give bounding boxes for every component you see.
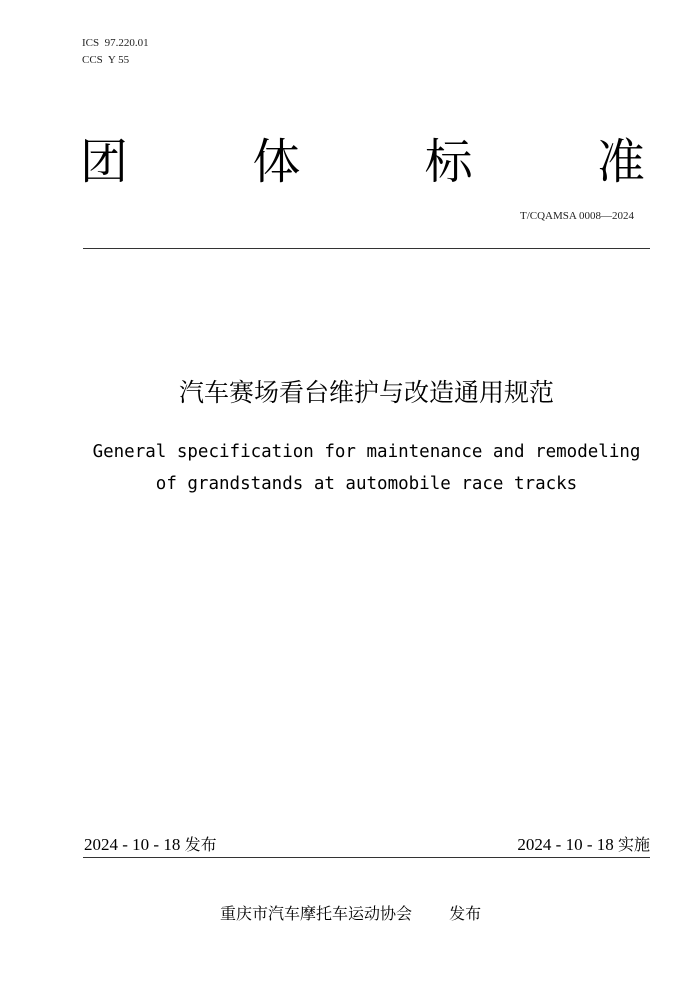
document-title-en-line2: of grandstands at automobile race tracks bbox=[155, 474, 578, 494]
standard-type-heading bbox=[80, 132, 645, 192]
ccs-code: CCS Y 55 bbox=[82, 54, 130, 66]
implement-date: 2024 - 10 - 18 bbox=[517, 835, 614, 854]
ics-code: ICS 97.220.01 bbox=[82, 37, 149, 49]
publish-date-block bbox=[84, 834, 217, 856]
publisher-issued-label: 发布 bbox=[449, 904, 482, 923]
top-divider bbox=[83, 248, 650, 249]
document-title-en-line1: General specification for maintenance and remodeling bbox=[92, 442, 641, 462]
publish-date: 2024 - 10 - 18 bbox=[84, 835, 181, 854]
implement-label: 实施 bbox=[617, 835, 650, 854]
publisher-line bbox=[220, 903, 481, 925]
standard-type-char: 准 bbox=[596, 134, 645, 190]
standard-type-char: 团 bbox=[80, 134, 129, 190]
publisher-name: 重庆市汽车摩托车运动协会 bbox=[220, 904, 413, 923]
classification-codes bbox=[82, 35, 149, 69]
document-title-en bbox=[0, 436, 700, 500]
standard-type-char: 标 bbox=[424, 134, 473, 190]
implement-date-block bbox=[517, 834, 650, 856]
document-title-cn: 汽车赛场看台维护与改造通用规范 bbox=[178, 378, 554, 407]
standard-number: T/CQAMSA 0008—2024 bbox=[520, 210, 634, 222]
publish-label: 发布 bbox=[184, 835, 217, 854]
standard-type-char: 体 bbox=[252, 134, 301, 190]
bottom-divider bbox=[83, 857, 650, 858]
